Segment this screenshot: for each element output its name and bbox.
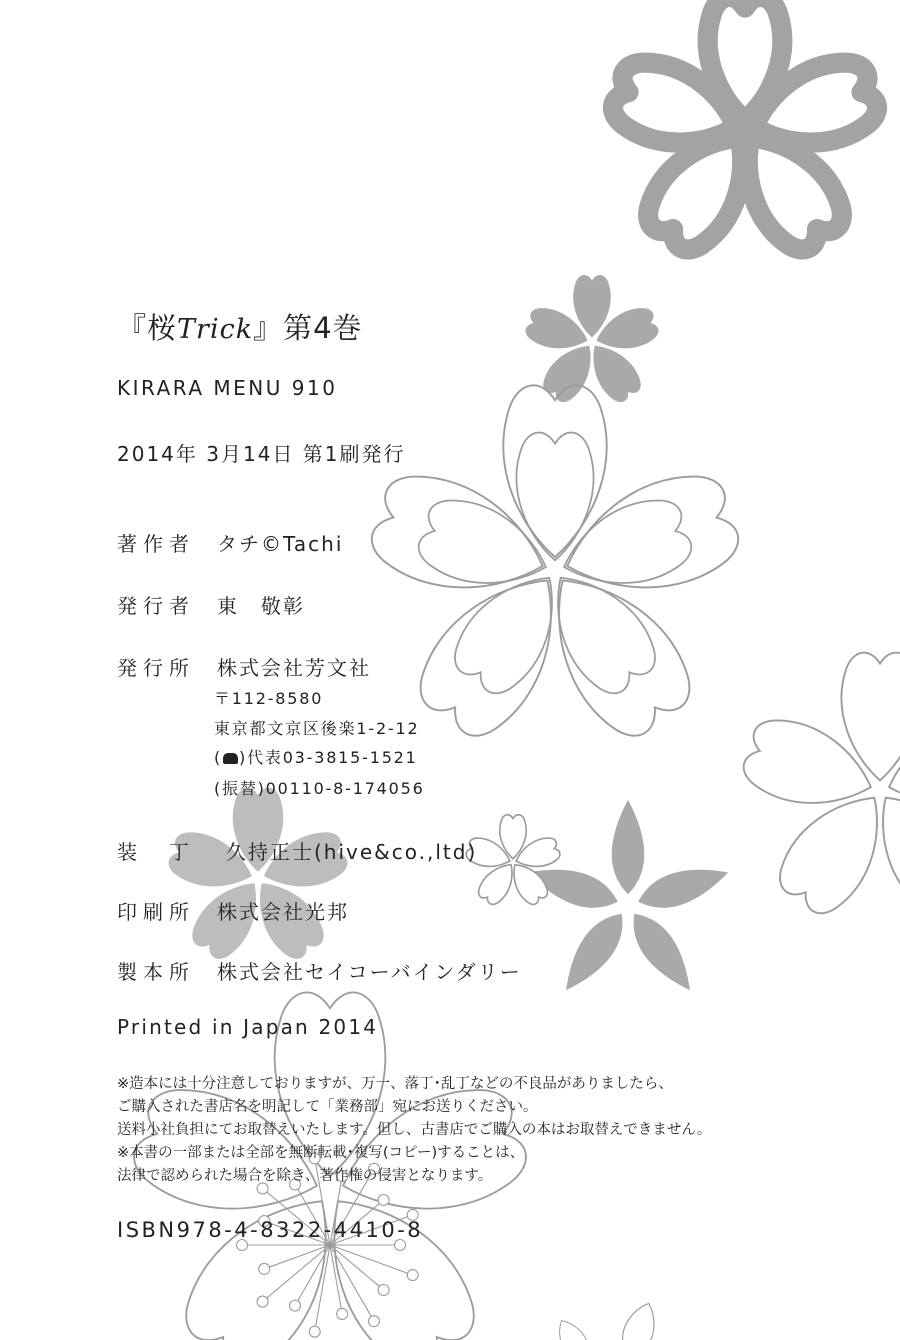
stamen-tip: [378, 1195, 389, 1206]
isbn: ISBN978-4-8322-4410-8: [117, 1218, 424, 1242]
credit-value-binder: 株式会社セイコーバインダリー: [217, 960, 522, 984]
credit-value-printer: 株式会社光邦: [217, 900, 349, 924]
stamen-tip: [257, 1296, 268, 1307]
stamen-line: [330, 1245, 384, 1290]
stamen-tip: [407, 1270, 418, 1281]
title-trick: Trick: [177, 314, 254, 345]
publisher-phone: 代表03-3815-1521: [247, 748, 418, 767]
title-close-bracket: 』: [253, 311, 284, 345]
telephone-icon: [223, 753, 238, 764]
stamen-tip: [369, 1316, 380, 1327]
small-sakura-outline: [464, 815, 562, 908]
credit-value-publisher: 株式会社芳文社: [217, 656, 371, 680]
stamen-tip: [309, 1326, 320, 1337]
stamen-tip: [290, 1300, 301, 1311]
series-label: KIRARA MENU 910: [117, 376, 338, 400]
book-title: [117, 306, 363, 347]
notice-block: [117, 1073, 711, 1188]
gray-sakura-filled-left: [164, 788, 351, 966]
stamen-tip: [337, 1308, 348, 1319]
credit-label-binder: 製本所: [117, 960, 195, 984]
notice-line: ※本書の一部または全部を無断転載･複写(コピー)することは、: [117, 1145, 525, 1161]
credit-label-author: 著作者: [117, 532, 195, 556]
title-open-bracket: 『: [117, 311, 148, 345]
notice-line: ご購入された書店名を明記して「業務部」宛にお送りください。: [117, 1099, 538, 1115]
large-sakura-thin-outline: [363, 385, 746, 750]
publisher-phone-line: ( )代表03-3815-1521: [214, 748, 418, 767]
publisher-transfer-account: (振替)00110-8-174056: [214, 779, 425, 798]
title-sakura-kanji: 桜: [147, 311, 178, 345]
stamen-tip: [259, 1263, 270, 1274]
credit-label-design: 装 丁: [117, 840, 195, 864]
notice-line: 送料小社負担にてお取替えいたします。但し、古書店でご購入の本はお取替えできません。: [117, 1122, 712, 1138]
publisher-postal-code: 〒112-8580: [214, 689, 324, 708]
large-sakura-outline-top: [607, 0, 883, 260]
notice-line: 法律で認められた場合を除き、著作権の侵害となります。: [117, 1168, 493, 1184]
printed-in-japan: Printed in Japan 2014: [117, 1015, 379, 1039]
drop-petal-flower: [523, 800, 733, 1000]
credit-label-printer: 印刷所: [117, 900, 195, 924]
publish-date: 2014年 3月14日 第1刷発行: [117, 442, 406, 466]
right-edge-sakura-outline: [737, 653, 900, 924]
credit-value-publisher-person: 東 敬彰: [217, 594, 305, 618]
publisher-address: 東京都文京区後楽1-2-12: [214, 719, 420, 738]
stamen-tip: [378, 1284, 389, 1295]
credit-label-publisher: 発行所: [117, 656, 195, 680]
credit-label-publisher-person: 発行者: [117, 594, 195, 618]
notice-line: ※造本には十分注意しておりますが、万一、落丁･乱丁などの不良品がありましたら、: [117, 1076, 673, 1092]
credit-value-author: タチ©Tachi: [217, 532, 344, 556]
stamen-line: [263, 1245, 330, 1302]
stamen-line: [264, 1245, 330, 1269]
credit-value-design: 久持正士(hive&co.,ltd): [226, 840, 478, 864]
title-volume: 第4巻: [283, 311, 363, 345]
